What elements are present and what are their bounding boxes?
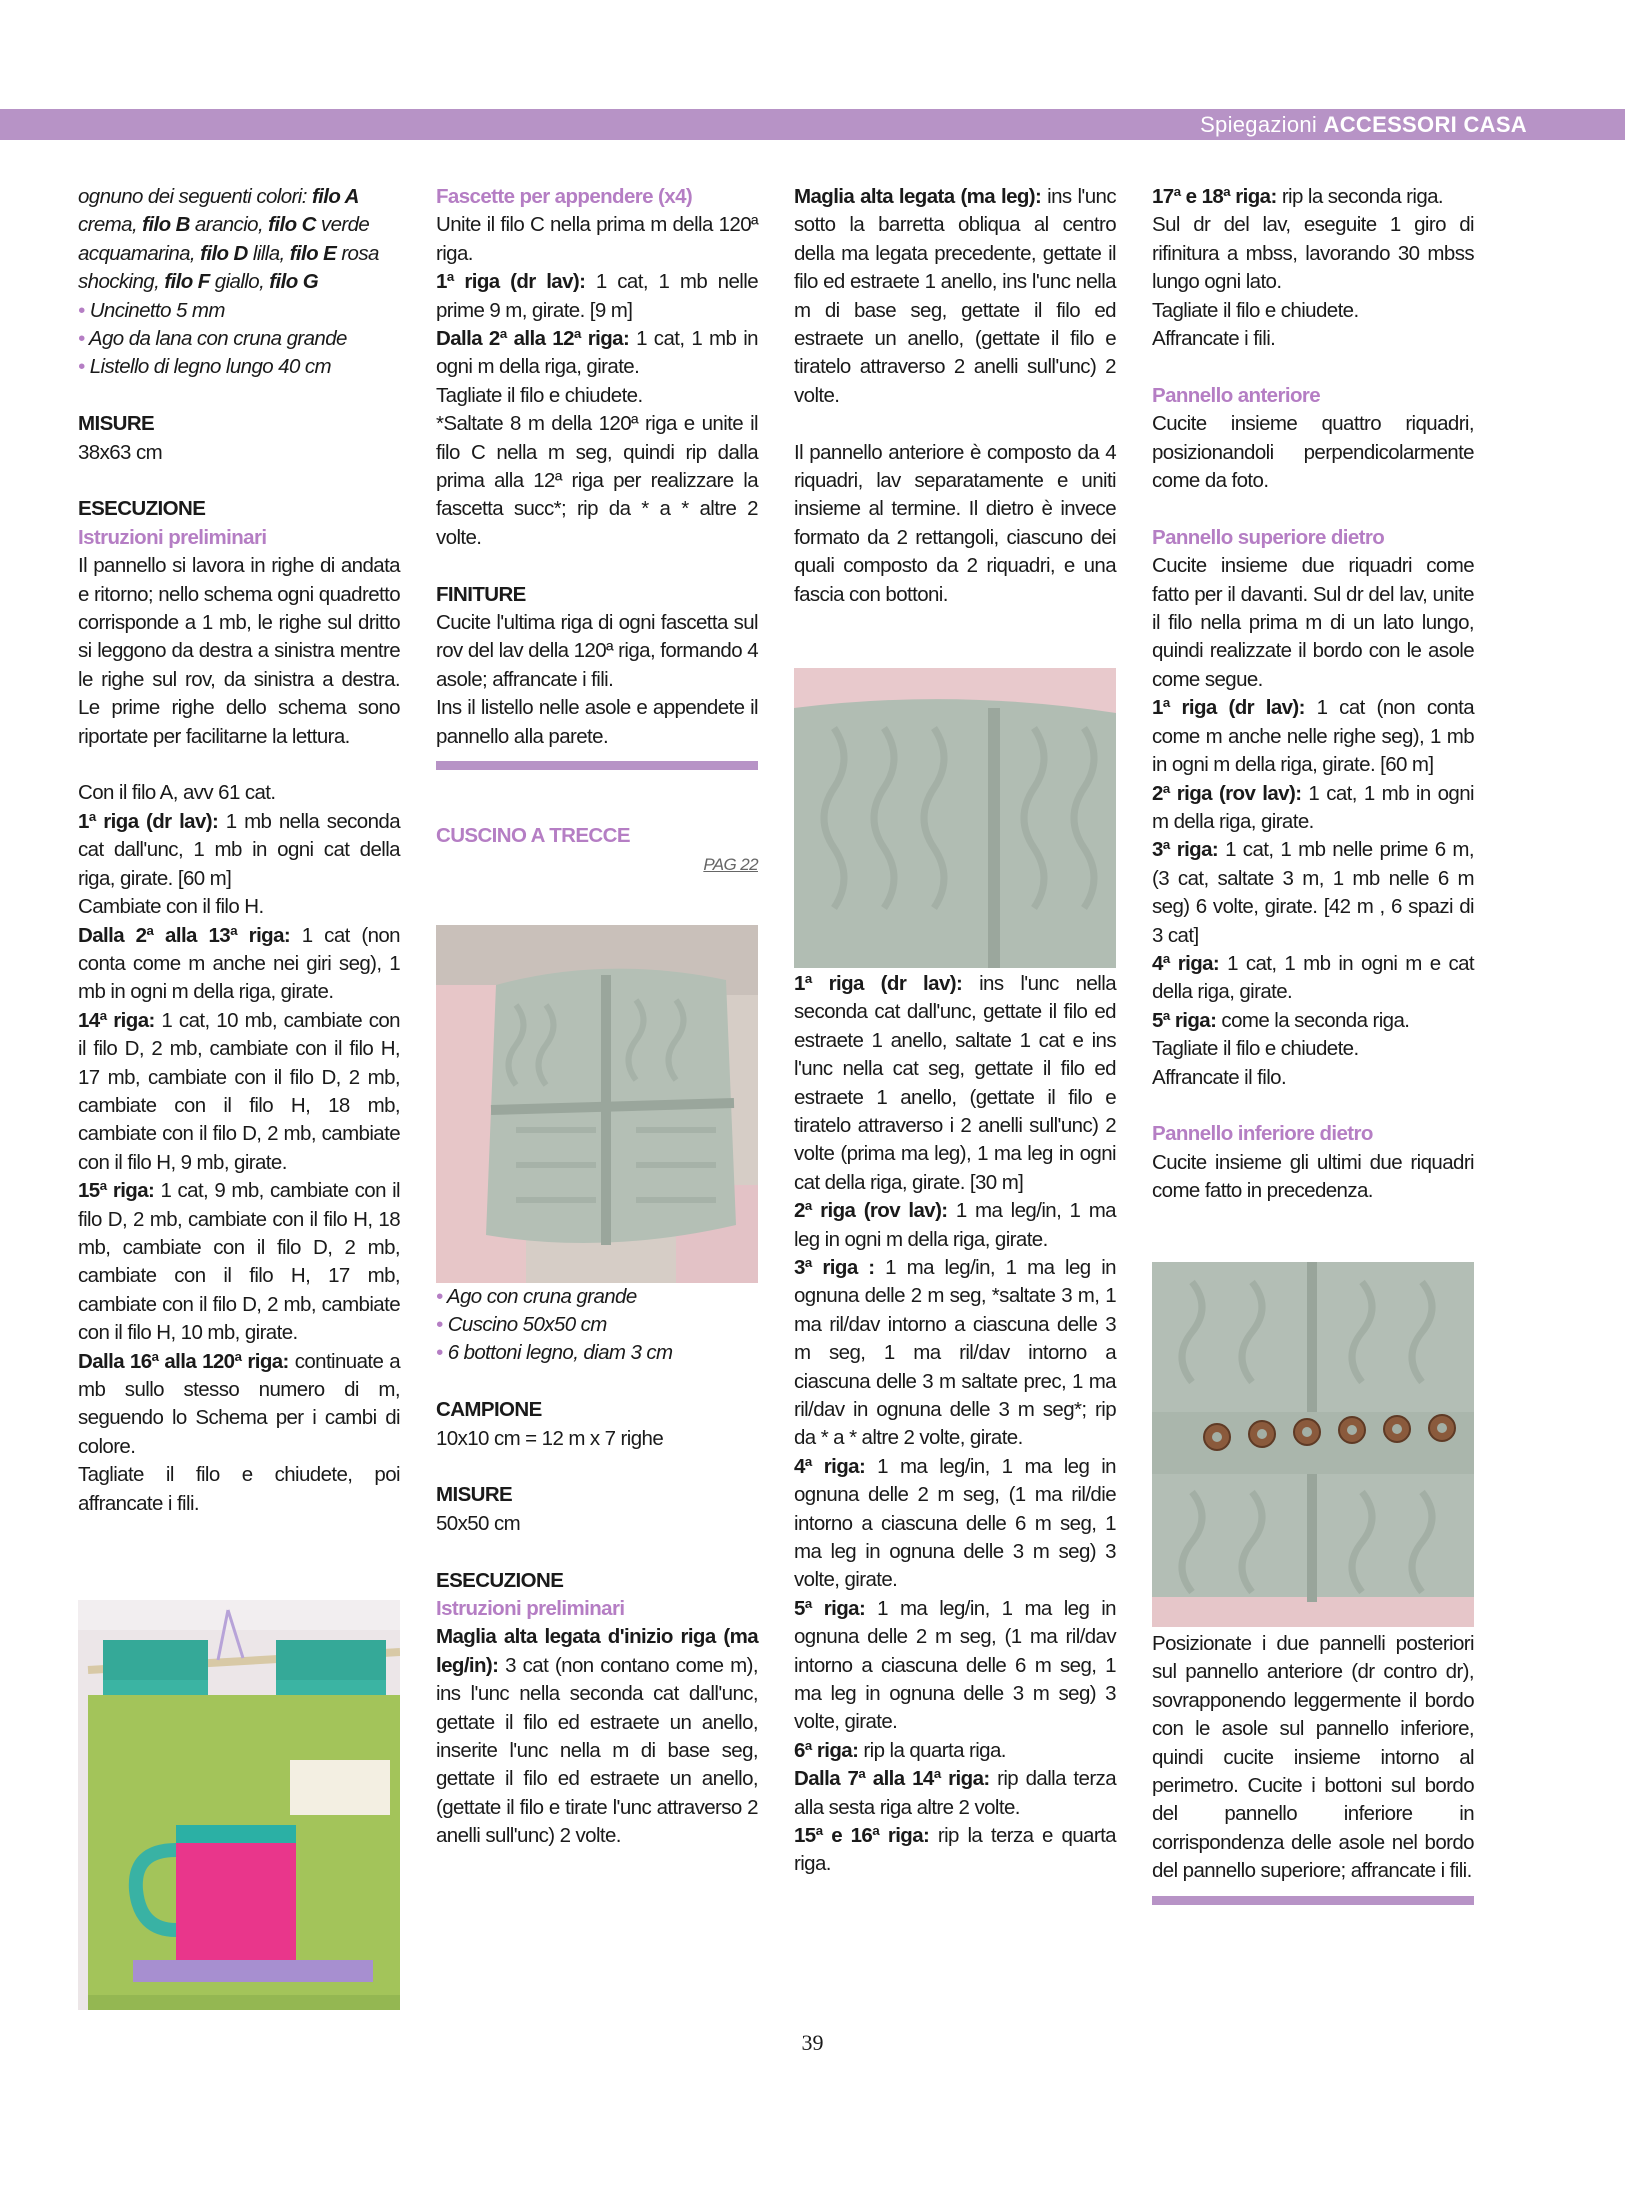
fascette-heading: Fascette per appendere (x4): [436, 185, 693, 208]
page-number: 39: [801, 2030, 824, 2055]
column-1: [78, 183, 400, 1518]
row-instruction: 14ª riga: 1 cat, 10 mb, cambiate con il filo D, 2 mb, cambiate con il filo H, 17 mb, cambiate con il filo D, 2 mb, cambiate con il filo H, 18 mb, cambiate con il filo D, 2 mb, cambiate con il filo H, 9 mb, girate.: [78, 1008, 400, 1174]
row-instruction: 5ª riga: come la seconda riga.: [1152, 1008, 1410, 1032]
occorrente-item: • Cuscino 50x50 cm: [436, 1312, 607, 1336]
istruzioni-heading: Istruzioni preliminari: [78, 525, 267, 549]
back-panel-photo: [1152, 1262, 1474, 1627]
row-instruction: 5ª riga: 1 ma leg/in, 1 ma leg in ognuna delle 2 m seg, (1 ma ril/dav intorno a ciascuna delle 6 m seg, 1 ma leg in ognuna delle 3 m seg) 3 volte, girate.: [794, 1596, 1116, 1734]
maglia-definition: Maglia alta legata d'inizio riga (ma leg/in): 3 cat (non contano come m), ins l'unc nella seconda cat dall'unc, gettate il filo ed estraete un anello, inserite l'unc nella m di base seg, gettate il filo ed estraete un anello, (gettate il filo e tirate l'unc attraverso 2 anelli sull'unc) 2 volte.: [436, 1625, 758, 1848]
row-instruction: 3ª riga: 1 cat, 1 mb nelle prime 6 m, (3 cat, saltate 3 m, 1 mb nelle 6 m seg) 6 volte, girate. [42 m , 6 spazi di 3 cat]: [1152, 838, 1474, 947]
campione-value: 10x10 cm = 12 m x 7 righe: [436, 1426, 664, 1450]
fascette-repeat: *Saltate 8 m della 120ª riga e unite il filo C nella m seg, quindi rip dalla prima alla 12ª riga per realizzare la fascetta succ*; rip da * a * altre 2 volte.: [436, 412, 758, 549]
campione-heading: CAMPIONE: [436, 1398, 542, 1422]
colors-list: ognuno dei seguenti colori: filo A crema, filo B arancio, filo C verde acquamarina, filo D lilla, filo E rosa shocking, filo F giallo, filo G: [78, 185, 379, 294]
row-instruction: 4ª riga: 1 ma leg/in, 1 ma leg in ognuna delle 2 m seg, (1 ma ril/die intorno a ciascuna delle 6 m seg, 1 ma leg in ognuna delle 3 m seg) 3 volte, girate.: [794, 1454, 1116, 1592]
inferiore-heading: Pannello inferiore dietro: [1152, 1122, 1373, 1146]
wall-hanging-photo: [78, 1600, 400, 2010]
row-instruction: Dalla 2ª alla 12ª riga: 1 cat, 1 mb in ogni m della riga, girate.: [436, 327, 758, 379]
start-instruction: Con il filo A, avv 61 cat.: [78, 781, 276, 805]
finish-text: Sul dr del lav, eseguite 1 giro di rifinitura a mbss, lavorando 30 mbss lungo ogni lato.: [1152, 213, 1474, 294]
occorrente-item: • Ago con cruna grande: [436, 1284, 637, 1308]
row-instruction: 1ª riga (dr lav): 1 cat, 1 mb nelle prime 9 m, girate. [9 m]: [436, 270, 758, 322]
anteriore-text: Cucite insieme quattro riquadri, posizionandoli perpendicolarmente come da foto.: [1152, 412, 1474, 493]
maglia-definition: Maglia alta legata (ma leg): ins l'unc sotto la barretta obliqua al centro della ma legata precedente, gettate il filo ed estraete 1 anello, ins l'unc nella m di base seg, gettate il filo ed estraete un anello, (gettate il filo e tiratelo attraverso 2 anelli sull'unc) 2 volte.: [794, 185, 1116, 407]
row-instruction: Dalla 7ª alla 14ª riga: rip dalla terza alla sesta riga altre 2 volte.: [794, 1767, 1116, 1819]
finish-text: Affrancate i fili.: [1152, 327, 1276, 351]
header-category: ACCESSORI CASA: [1323, 112, 1527, 137]
misure-heading: MISURE: [436, 1483, 513, 1507]
occorrente-item: • 6 bottoni legno, diam 3 cm: [436, 1341, 673, 1365]
finiture-text-2: Ins il listello nelle asole e appendete il pannello alla parete.: [436, 696, 758, 748]
esecuzione-heading: ESECUZIONE: [78, 497, 206, 521]
superiore-heading: Pannello superiore dietro: [1152, 525, 1385, 549]
row-instruction: 1ª riga (dr lav): 1 mb nella seconda cat dall'unc, 1 mb in ogni cat della riga, girate. [60 m]: [78, 809, 400, 890]
row-instruction: 17ª e 18ª riga: rip la seconda riga.: [1152, 185, 1444, 208]
row-instruction: 15ª riga: 1 cat, 9 mb, cambiate con il filo D, 2 mb, cambiate con il filo H, 18 mb, cambiate con il filo D, 2 mb, cambiate con il filo H, 17 mb, cambiate con il filo D, 2 mb, cambiate con il filo H, 10 mb, girate.: [78, 1179, 401, 1345]
fascette-intro: Unite il filo C nella prima m della 120ª riga.: [436, 213, 758, 265]
istruzioni-text: Il pannello si lavora in righe di andata e ritorno; nello schema ogni quadretto corrisponde a 1 mb, le righe sul dritto si leggono da destra a sinistra mentre le righe sul rov, da sinistra a destra. Le prime righe dello schema sono riportate per facilitarne la lettura.: [78, 554, 400, 748]
sup-close: Affrancate il filo.: [1152, 1065, 1287, 1089]
page-reference: PAG 22: [703, 854, 758, 874]
row-instruction: 15ª e 16ª riga: rip la terza e quarta riga.: [794, 1824, 1116, 1876]
sup-close: Tagliate il filo e chiudete.: [1152, 1037, 1359, 1061]
cuscino-title: CUSCINO A TRECCE: [436, 824, 630, 848]
superiore-text: Cucite insieme due riquadri come fatto per il davanti. Sul dr del lav, unite il filo nella prima m di un lato lungo, quindi realizzate il bordo con le asole come segue.: [1152, 554, 1474, 691]
finiture-heading: FINITURE: [436, 582, 526, 606]
confezione-text: Posizionate i due pannelli posteriori sul pannello anteriore (dr contro dr), sovrapponendo leggermente il bordo con le asole sul pannello inferiore, quindi cucite insieme intorno al perimetro. Cucite i bottoni sul bordo del pannello inferiore in corrispondenza delle asole nel bordo del pannello superiore; affrancate i fili.: [1152, 1631, 1474, 1883]
row-instruction: 2ª riga (rov lav): 1 cat, 1 mb in ogni m della riga, girate.: [1152, 781, 1474, 833]
misure-value: 50x50 cm: [436, 1511, 521, 1535]
material-item: • Uncinetto 5 mm: [78, 298, 225, 322]
inferiore-text: Cucite insieme gli ultimi due riquadri come fatto in precedenza.: [1152, 1150, 1474, 1203]
section-divider: [1152, 1896, 1474, 1905]
row-instruction: Tagliate il filo e chiudete, poi affrancate i fili.: [78, 1463, 400, 1515]
row-instruction: 1ª riga (dr lav): ins l'unc nella seconda cat dall'unc, gettate il filo ed estraete 1 anello, saltate 1 cat e ins l'unc nella cat seg, gettate il filo ed estraete 1 anello, (gettate il filo e tiratelo attraverso i 2 anelli sull'unc) 2 volte (prima ma leg), 1 ma leg in ogni cat della riga, girate. [30 m]: [794, 971, 1116, 1194]
row-instruction: 2ª riga (rov lav): 1 ma leg/in, 1 ma leg in ogni m della riga, girate.: [794, 1199, 1116, 1251]
fascette-close: Tagliate il filo e chiudete.: [436, 383, 643, 407]
finish-text: Tagliate il filo e chiudete.: [1152, 298, 1359, 322]
istruzioni-heading: Istruzioni preliminari: [436, 1596, 625, 1620]
row-instruction: 4ª riga: 1 cat, 1 mb in ogni m e cat della riga, girate.: [1152, 951, 1474, 1004]
material-item: • Listello di legno lungo 40 cm: [78, 355, 331, 379]
row-instruction: 1ª riga (dr lav): 1 cat (non conta come m anche nelle righe seg), 1 mb in ogni m della riga, girate. [60 m]: [1152, 696, 1474, 777]
finiture-text: Cucite l'ultima riga di ogni fascetta sul rov del lav della 120ª riga, formando 4 asole; affrancate i fili.: [436, 611, 758, 691]
material-item: • Ago da lana con cruna grande: [78, 327, 347, 351]
misure-heading: MISURE: [78, 412, 155, 436]
column-4: [1152, 183, 1474, 1905]
column-3: [794, 183, 1116, 1879]
misure-value: 38x63 cm: [78, 440, 163, 464]
header-section: Spiegazioni: [1200, 112, 1318, 137]
pannello-description: Il pannello anteriore è composto da 4 riquadri, lav separatamente e uniti insieme al termine. Il dietro è invece formato da 2 rettangoli, ciascuno dei quali composto da 2 riquadri, e una fascia con bottoni.: [794, 440, 1116, 606]
esecuzione-heading: ESECUZIONE: [436, 1568, 564, 1592]
row-instruction: Dalla 16ª alla 120ª riga: continuate a mb sullo stesso numero di m, seguendo lo Schema per i cambi di colore.: [78, 1349, 401, 1458]
row-instruction: 3ª riga : 1 ma leg/in, 1 ma leg in ognuna delle 2 m seg, *saltate 3 m, 1 ma ril/dav intorno a ciascuna delle 3 m seg, 1 ma ril/dav intorno a ciascuna delle 3 m saltate prec, 1 ma ril/dav in ognuna delle 3 m seg*; rip da * a * altre 2 volte, girate.: [794, 1255, 1116, 1450]
cushion-photo: [436, 925, 758, 1283]
row-instruction: Cambiate con il filo H.: [78, 895, 264, 919]
section-divider: [436, 761, 758, 770]
row-instruction: Dalla 2ª alla 13ª riga: 1 cat (non conta come m anche nei giri seg), 1 mb in ogni m della riga, girate.: [78, 923, 400, 1004]
header-title: [1200, 110, 1527, 140]
row-instruction: 6ª riga: rip la quarta riga.: [794, 1738, 1006, 1762]
cable-detail-photo: [794, 668, 1116, 968]
anteriore-heading: Pannello anteriore: [1152, 383, 1321, 407]
